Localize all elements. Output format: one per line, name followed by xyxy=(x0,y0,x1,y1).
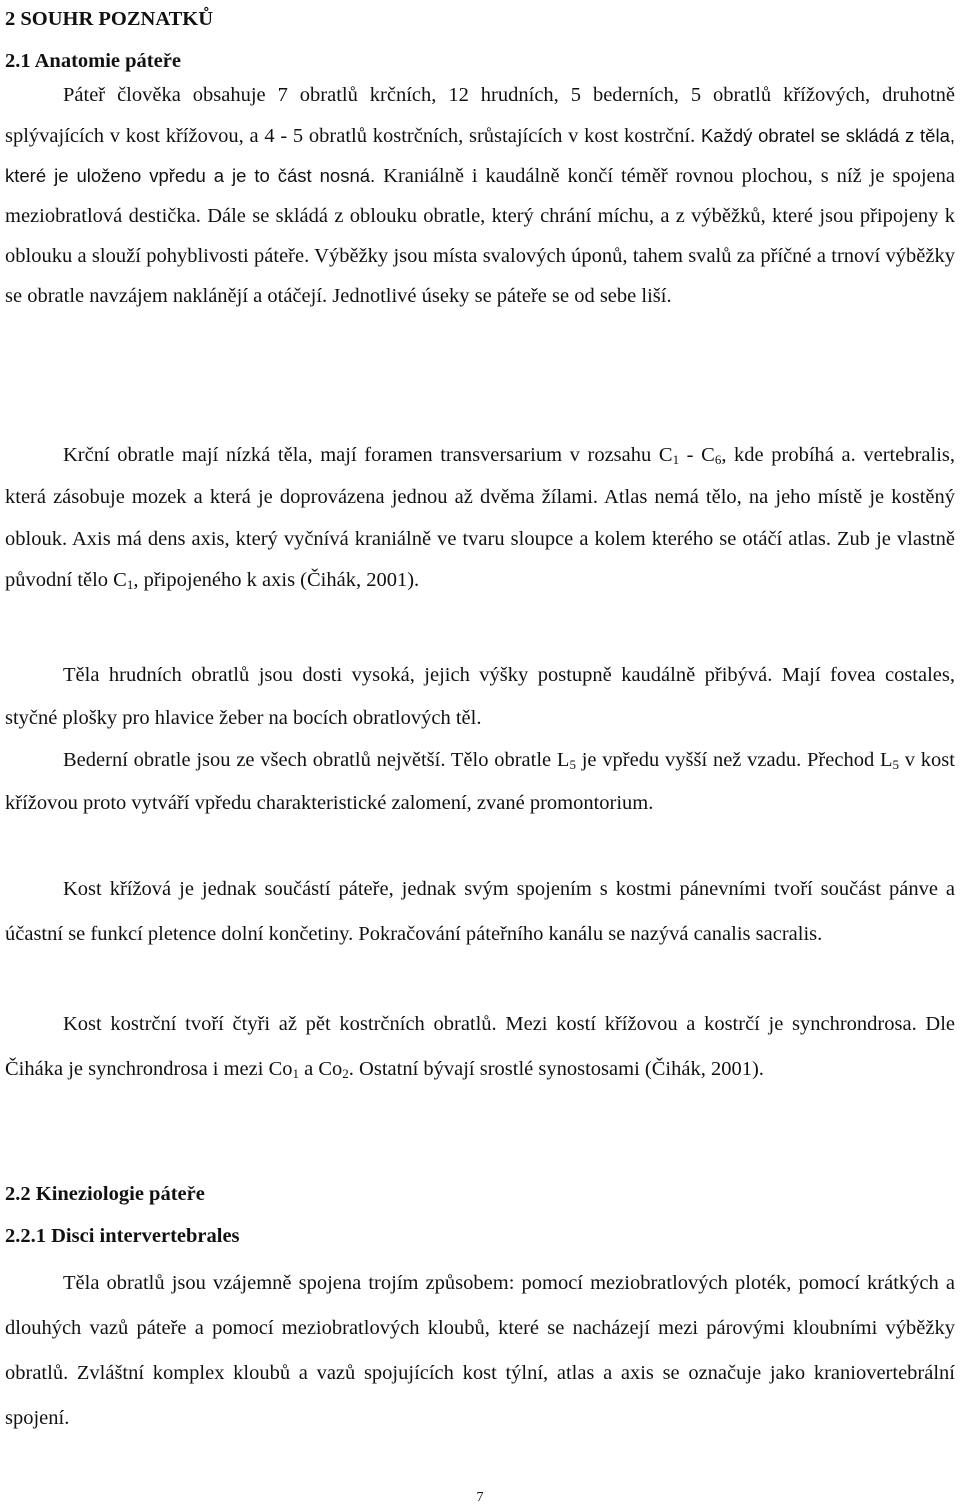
paragraph-text: Každý obratel se skládá z těla, které je uloženo vpředu a je to část nosná. xyxy=(5,124,955,187)
paragraph-text: - C xyxy=(679,444,715,466)
paragraph-text: Dále se skládá z oblouku obratle, který chrání míchu, a z výběžků, které jsou připojeny k oblouku a slouží pohyblivosti páteře. xyxy=(5,205,956,267)
paragraph-text: , kde probíhá a. vertebralis, která zásobuje mozek a která je doprovázena jednou až dvěma žílami. Atlas nemá tělo, na jeho místě je kostěný oblouk. Axis má dens axis, který vyčnívá kraniálně ve tvaru sloupce a kolem kterého se otáčí atlas. Zub je vlastně původní tělo C xyxy=(5,444,955,592)
subscript: 2 xyxy=(342,1066,349,1081)
subscript: 1 xyxy=(126,577,134,593)
paragraph-cervical xyxy=(5,435,955,602)
paragraph-text: Bederní obratle jsou ze všech obratlů největší. Tělo obratle L xyxy=(63,749,570,771)
paragraph-text: Výběžky jsou místa svalových úponů, tahem svalů za příčné a trnoví výběžky se obratle navzájem naklánějí a otáčejí. Jednotlivé úseky se páteře se od sebe liší. xyxy=(5,244,955,307)
paragraph-joints: Těla obratlů jsou vzájemně spojena trojím způsobem: pomocí meziobratlových ploték, pomocí krátkých a dlouhých vazů páteře a pomocí meziobratlových kloubů, které se nacházejí mezi párovými kloubními výběžky obratlů. Zvláštní komplex kloubů a vazů spojujících kost týlní, atlas a axis se označuje jako kraniovertebrální spojení. xyxy=(5,1272,955,1429)
subsection-heading-disci: 2.2.1 Disci intervertebrales xyxy=(5,1225,240,1247)
paragraph-sacrum: Kost křížová je jednak součástí páteře, jednak svým spojením s kostmi pánevními tvoří součást pánve a účastní se funkcí pletence dolní končetiny. Pokračování páteřního kanálu se nazývá canalis sacralis. xyxy=(5,878,955,945)
paragraph-text: . Ostatní bývají srostlé synostosami (Čihák, 2001). xyxy=(348,1058,764,1080)
paragraph-coccyx xyxy=(5,1002,955,1092)
paragraph-thoracic: Těla hrudních obratlů jsou dosti vysoká, jejich výšky postupně kaudálně přibývá. Mají fovea costales, styčné plošky pro hlavice žeber na bocích obratlových těl. xyxy=(5,664,955,729)
section-heading-kinesiology: 2.2 Kineziologie páteře xyxy=(5,1183,205,1205)
paragraph-lumbar xyxy=(5,739,955,825)
paragraph-text: Páteř člověka obsahuje 7 obratlů krčních, 12 hrudních, 5 bederních, 5 obratlů křížových, druhotně splývajících v kost křížovou, a 4 - 5 obratlů kostrčních, srůstajících v kost kostrční. xyxy=(5,84,955,147)
subscript: 5 xyxy=(569,757,576,772)
chapter-heading: 2 SOUHR POZNATKŮ xyxy=(5,8,214,30)
paragraph-text: Kraniálně i kaudálně končí téměř rovnou plochou, s níž je spojena meziobratlová destička. xyxy=(5,165,956,228)
subscript: 1 xyxy=(672,452,680,467)
paragraph-text: Kost kostrční tvoří čtyři až pět kostrčních obratlů. Mezi kostí křížovou a kostrčí je synchrondrosa. Dle Čiháka je synchrondrosa i mezi Co xyxy=(5,1013,955,1080)
section-heading-anatomy: 2.1 Anatomie páteře xyxy=(5,50,181,72)
paragraph-text: v kost křížovou proto vytváří vpředu charakteristické zalomení, zvané promontorium. xyxy=(5,749,955,814)
paragraph-text: , připojeného k axis (Čihák, 2001). xyxy=(133,569,420,592)
page-number: 7 xyxy=(476,1490,484,1505)
paragraph-text: a Co xyxy=(299,1058,343,1080)
subscript: 5 xyxy=(892,757,899,772)
paragraph-text: je vpředu vyšší než vzadu. Přechod L xyxy=(575,749,893,771)
paragraph-vertebrae-overview xyxy=(5,76,955,316)
paragraph-text: Krční obratle mají nízká těla, mají foramen transversarium v rozsahu C xyxy=(63,444,673,466)
subscript: 1 xyxy=(292,1066,300,1081)
subscript: 6 xyxy=(714,452,722,467)
